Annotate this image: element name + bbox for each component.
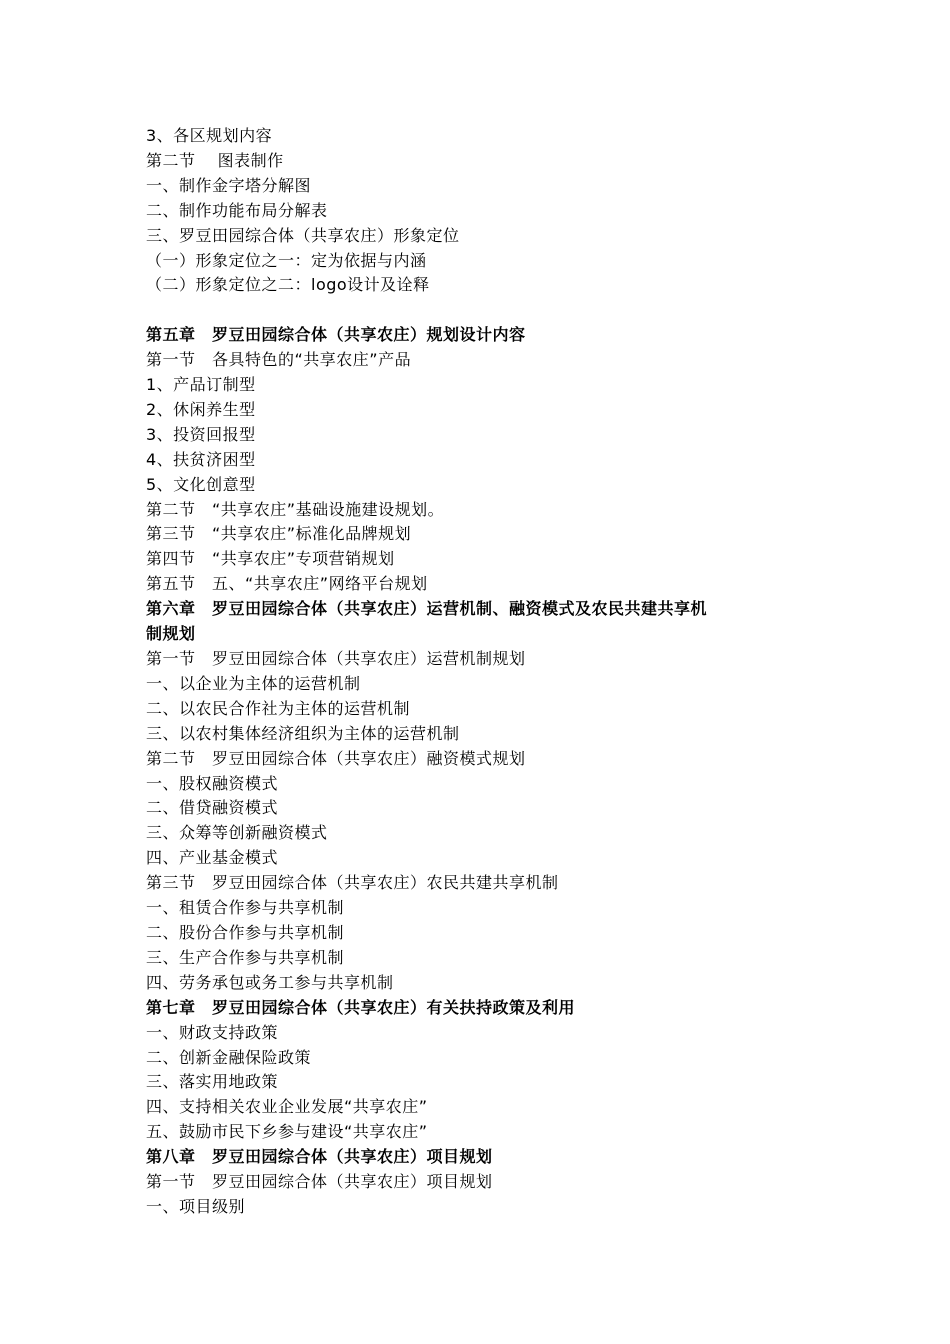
section-heading: 第一节 罗豆田园综合体（共享农庄）运营机制规划 bbox=[146, 649, 526, 669]
chapter-heading: 第八章 罗豆田园综合体（共享农庄）项目规划 bbox=[146, 1147, 493, 1167]
section-heading: 第四节 “共享农庄”专项营销规划 bbox=[146, 549, 395, 569]
list-item: 三、以农村集体经济组织为主体的运营机制 bbox=[146, 723, 460, 743]
list-item: 三、生产合作参与共享机制 bbox=[146, 947, 345, 967]
section-heading: 第五节 五、“共享农庄”网络平台规划 bbox=[146, 574, 428, 594]
chapter-heading: 第七章 罗豆田园综合体（共享农庄）有关扶持政策及利用 bbox=[146, 997, 576, 1017]
list-item: 一、财政支持政策 bbox=[146, 1022, 279, 1042]
chapter-heading: 第六章 罗豆田园综合体（共享农庄）运营机制、融资模式及农民共建共享机 bbox=[146, 599, 708, 619]
list-item: 二、借贷融资模式 bbox=[146, 798, 279, 818]
list-item: 4、扶贫济困型 bbox=[146, 449, 256, 469]
list-item: 1、产品订制型 bbox=[146, 375, 256, 395]
list-item: 二、制作功能布局分解表 bbox=[146, 200, 328, 220]
list-item: 五、鼓励市民下乡参与建设“共享农庄” bbox=[146, 1122, 428, 1142]
list-item: 一、项目级别 bbox=[146, 1196, 246, 1216]
list-item: 三、罗豆田园综合体（共享农庄）形象定位 bbox=[146, 225, 460, 245]
list-item: （一）形象定位之一：定为依据与内涵 bbox=[146, 250, 427, 270]
list-item: 5、文化创意型 bbox=[146, 474, 256, 494]
section-heading: 第一节 罗豆田园综合体（共享农庄）项目规划 bbox=[146, 1172, 493, 1192]
list-item: 四、支持相关农业企业发展“共享农庄” bbox=[146, 1097, 428, 1117]
list-item: 四、劳务承包或务工参与共享机制 bbox=[146, 972, 394, 992]
list-item: 二、以农民合作社为主体的运营机制 bbox=[146, 698, 411, 718]
list-item: 一、制作金字塔分解图 bbox=[146, 175, 312, 195]
list-item: 三、落实用地政策 bbox=[146, 1072, 279, 1092]
section-heading: 第三节 “共享农庄”标准化品牌规划 bbox=[146, 524, 412, 544]
section-heading: 第一节 各具特色的“共享农庄”产品 bbox=[146, 350, 412, 370]
list-item: 二、股份合作参与共享机制 bbox=[146, 922, 345, 942]
section-heading: 第二节 罗豆田园综合体（共享农庄）融资模式规划 bbox=[146, 748, 526, 768]
section-heading: 第三节 罗豆田园综合体（共享农庄）农民共建共享机制 bbox=[146, 873, 559, 893]
list-item: 3、投资回报型 bbox=[146, 424, 256, 444]
list-item: 一、股权融资模式 bbox=[146, 773, 279, 793]
chapter-heading: 第五章 罗豆田园综合体（共享农庄）规划设计内容 bbox=[146, 325, 526, 345]
chapter-heading: 制规划 bbox=[146, 624, 196, 644]
list-item: 三、众筹等创新融资模式 bbox=[146, 823, 328, 843]
list-item: 四、产业基金模式 bbox=[146, 848, 279, 868]
list-item: （二）形象定位之二：logo设计及诠释 bbox=[146, 275, 430, 295]
section-heading: 第二节 “共享农庄”基础设施建设规划。 bbox=[146, 499, 445, 519]
list-item: 2、休闲养生型 bbox=[146, 399, 256, 419]
list-item: 一、租赁合作参与共享机制 bbox=[146, 898, 345, 918]
blank-line bbox=[146, 298, 806, 323]
section-heading: 第二节 图表制作 bbox=[146, 150, 284, 170]
list-item: 3、各区规划内容 bbox=[146, 126, 273, 145]
document-body bbox=[146, 124, 806, 1220]
list-item: 二、创新金融保险政策 bbox=[146, 1047, 312, 1067]
list-item: 一、以企业为主体的运营机制 bbox=[146, 673, 361, 693]
